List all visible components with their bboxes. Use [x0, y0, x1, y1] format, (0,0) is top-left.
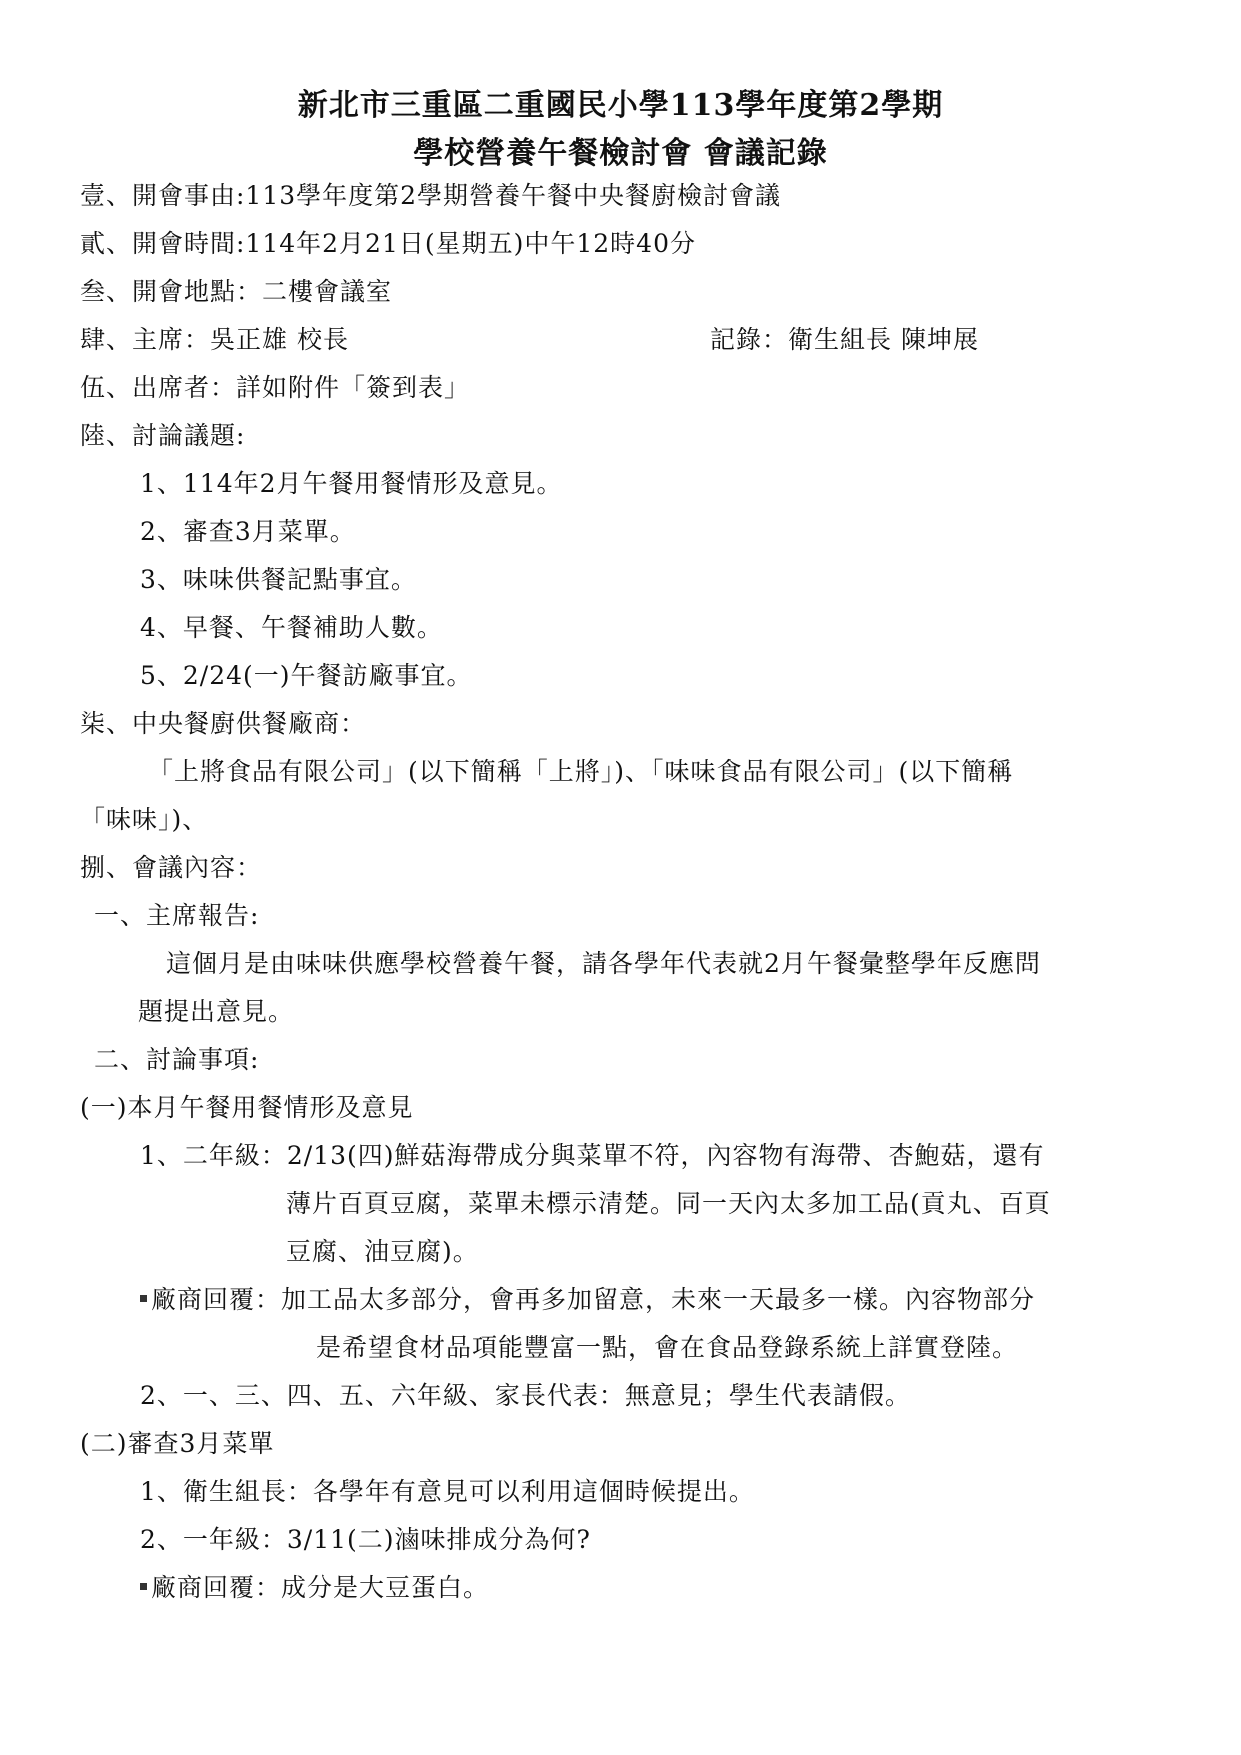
topic-item: 5、2/24(一)午餐訪廠事宜。 [140, 661, 473, 690]
vendor-reply-text: 廠商回覆：成分是大豆蛋白。 [151, 1573, 490, 1602]
vendor-reply [140, 1568, 489, 1604]
topic-item: 1、114年2月午餐用餐情形及意見。 [140, 469, 563, 498]
meeting-attendees: 伍、出席者：詳如附件「簽到表」 [80, 373, 471, 402]
discussion-topics-heading: 陸、討論議題: [80, 421, 246, 450]
meeting-chair: 肆、主席：吳正雄 校長 [80, 325, 349, 354]
bullet-icon [140, 1583, 147, 1590]
grade2-feedback-continued: 薄片百頁豆腐，菜單未標示清楚。同一天內太多加工品(貢丸、百頁 [286, 1189, 1051, 1218]
meeting-location: 叁、開會地點：二樓會議室 [80, 277, 393, 306]
grade2-feedback: 1、二年級：2/13(四)鮮菇海帶成分與菜單不符，內容物有海帶、杏鮑菇，還有 [140, 1141, 1045, 1170]
meeting-time: 貳、開會時間:114年2月21日(星期五)中午12時40分 [80, 229, 696, 258]
chair-report-body: 這個月是由味味供應學校營養午餐，請各學年代表就2月午餐彙整學年反應問 [166, 949, 1041, 978]
grade1-question: 2、一年級：3/11(二)滷味排成分為何? [140, 1525, 591, 1554]
vendors-heading: 柒、中央餐廚供餐廠商： [80, 709, 367, 738]
topic-item: 3、味味供餐記點事宜。 [140, 565, 417, 594]
topic-item: 4、早餐、午餐補助人數。 [140, 613, 443, 642]
grade2-feedback-continued: 豆腐、油豆腐)。 [286, 1237, 479, 1266]
document-subtitle: 學校營養午餐檢討會 會議記錄 [413, 136, 828, 171]
meeting-recorder: 記錄：衛生組長 陳坤展 [710, 325, 979, 354]
other-grades-feedback: 2、一、三、四、五、六年級、家長代表：無意見；學生代表請假。 [140, 1381, 911, 1410]
vendor-reply-continued: 是希望食材品項能豐富一點，會在食品登錄系統上詳實登陸。 [316, 1333, 1019, 1362]
vendor-reply [140, 1280, 1035, 1316]
topic-item: 2、審查3月菜單。 [140, 517, 356, 546]
document-title: 新北市三重區二重國民小學113學年度第2學期 [297, 88, 944, 123]
chair-report-heading: 一、主席報告: [94, 901, 260, 930]
meeting-purpose: 壹、開會事由:113學年度第2學期營養午餐中央餐廚檢討會議 [80, 181, 782, 210]
item-lunch-feedback-heading: (一)本月午餐用餐情形及意見 [80, 1093, 414, 1122]
health-leader-note: 1、衛生組長：各學年有意見可以利用這個時候提出。 [140, 1477, 755, 1506]
bullet-icon [140, 1295, 147, 1302]
chair-report-body-continued: 題提出意見。 [138, 997, 295, 1026]
vendor-reply-text: 廠商回覆：加工品太多部分，會再多加留意，未來一天最多一樣。內容物部分 [151, 1285, 1036, 1314]
discussion-items-heading: 二、討論事項: [94, 1045, 260, 1074]
vendors-body-continued: 「味味」)、 [80, 805, 209, 834]
vendors-body: 「上將食品有限公司」(以下簡稱「上將」)、「味味食品有限公司」(以下簡稱 [148, 757, 1014, 786]
meeting-content-heading: 捌、會議內容： [80, 853, 263, 882]
item-menu-review-heading: (二)審查3月菜單 [80, 1429, 275, 1458]
